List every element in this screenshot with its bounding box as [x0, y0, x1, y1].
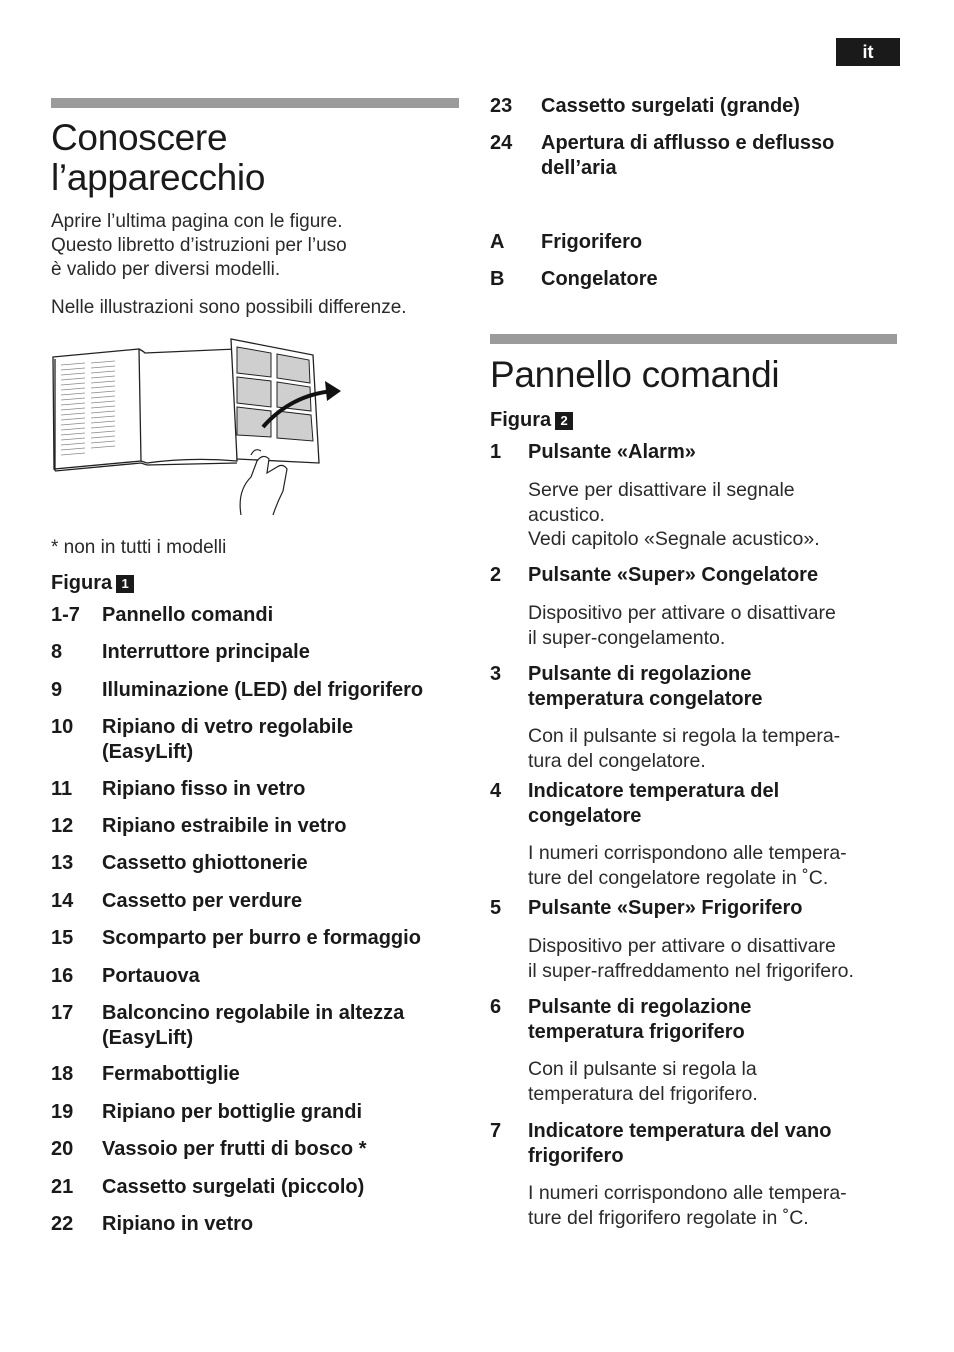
legend-item: [490, 131, 910, 181]
legend-item-label: Balconcino regolabile in altezza: [102, 1002, 405, 1024]
legend-item-label: Pulsante «Alarm»: [528, 441, 696, 463]
legend-item-number: 14: [51, 890, 74, 912]
legend-item: [51, 1001, 471, 1051]
legend-item: [490, 995, 910, 1045]
legend-item: [51, 1100, 471, 1125]
legend-item-number: 23: [490, 95, 513, 117]
control-description-line: temperatura del frigorifero.: [528, 1082, 758, 1105]
control-description: [528, 1057, 928, 1106]
legend-item-label: Pulsante «Super» Congelatore: [528, 564, 819, 586]
legend-item-label-cont: dell’aria: [541, 157, 617, 179]
intro-line: è valido per diversi modelli.: [51, 259, 281, 280]
legend-item-number: 18: [51, 1063, 74, 1085]
control-description: [528, 724, 928, 773]
footnote: * non in tutti i modelli: [51, 537, 227, 558]
legend-item-number: 6: [490, 996, 502, 1018]
legend-item-number: 15: [51, 927, 74, 949]
illustration-note: Nelle illustrazioni sono possibili differenze.: [51, 297, 407, 318]
legend-item-number: A: [490, 231, 505, 253]
legend-item-number: 7: [490, 1120, 502, 1142]
figure-number-badge: 2: [555, 412, 573, 430]
legend-item-label: Pulsante di regolazione: [528, 663, 752, 685]
legend-item-label: Illuminazione (LED) del frigorifero: [102, 679, 424, 701]
legend-item-label: Interruttore principale: [102, 641, 310, 663]
legend-item: [51, 603, 471, 628]
legend-item-label: Pulsante «Super» Frigorifero: [528, 897, 803, 919]
legend-item: [51, 1212, 471, 1237]
legend-item-number: 12: [51, 815, 74, 837]
legend-item-label: Cassetto ghiottonerie: [102, 852, 308, 874]
legend-item-label: Ripiano di vetro regolabile: [102, 716, 354, 738]
legend-item-number: 22: [51, 1213, 74, 1235]
legend-item-label: Cassetto surgelati (grande): [541, 95, 800, 117]
legend-item: [490, 1119, 910, 1169]
control-description: [528, 478, 928, 552]
control-description-line: Con il pulsante si regola la: [528, 1058, 757, 1080]
control-description: [528, 1181, 928, 1230]
legend-item-number: 1: [490, 441, 502, 463]
section-rule-left: [51, 98, 459, 108]
legend-item: [490, 563, 910, 588]
figure-number-badge: 1: [116, 575, 134, 593]
figure-label-1: [51, 572, 134, 595]
legend-item-number: 3: [490, 663, 502, 685]
legend-item-label: Cassetto surgelati (piccolo): [102, 1176, 365, 1198]
control-description-line: ture del congelatore regolate in ˚C.: [528, 866, 829, 889]
legend-item-label: Portauova: [102, 965, 200, 987]
legend-item-label: Indicatore temperatura del vano: [528, 1120, 832, 1142]
legend-item-label: Vassoio per frutti di bosco *: [102, 1138, 367, 1160]
control-description-line: ture del frigorifero regolate in ˚C.: [528, 1206, 809, 1229]
legend-item-label: Ripiano per bottiglie grandi: [102, 1101, 362, 1123]
control-description: [528, 601, 928, 650]
legend-item-number: 10: [51, 716, 74, 738]
legend-item-label: Frigorifero: [541, 231, 643, 253]
control-description-line: acustico.: [528, 503, 605, 526]
control-description-line: Serve per disattivare il segnale: [528, 479, 795, 501]
legend-item-label: Cassetto per verdure: [102, 890, 303, 912]
legend-item: [490, 896, 910, 921]
legend-item-number: 4: [490, 780, 502, 802]
legend-item-number: 13: [51, 852, 74, 874]
legend-item-number: 9: [51, 679, 63, 701]
legend-item-label: Indicatore temperatura del: [528, 780, 780, 802]
legend-item-label: Pannello comandi: [102, 604, 274, 626]
control-description: [528, 841, 928, 890]
figure-label-2: [490, 409, 573, 432]
legend-item-number: 20: [51, 1138, 74, 1160]
intro-paragraph: [51, 210, 459, 282]
legend-item-label-cont: congelatore: [528, 805, 642, 827]
legend-item: [490, 94, 910, 119]
control-description-line: tura del congelatore.: [528, 749, 706, 772]
legend-item-label: Fermabottiglie: [102, 1063, 240, 1085]
legend-item: [51, 1175, 471, 1200]
control-description-line: il super-congelamento.: [528, 626, 726, 649]
legend-item-number: 2: [490, 564, 502, 586]
legend-item: [51, 964, 471, 989]
legend-item: [490, 230, 910, 255]
legend-item-label: Scomparto per burro e formaggio: [102, 927, 421, 949]
legend-item: [490, 779, 910, 829]
legend-item: [51, 851, 471, 876]
legend-item-label: Apertura di afflusso e deflusso: [541, 132, 835, 154]
legend-item: [51, 678, 471, 703]
section-title-pannello: Pannello comandi: [490, 354, 780, 395]
title-line-1: Conoscere: [51, 117, 228, 158]
legend-item: [51, 715, 471, 765]
booklet-illustration: [51, 335, 346, 520]
legend-item-label-cont: (EasyLift): [102, 1027, 194, 1049]
legend-item-number: 5: [490, 897, 502, 919]
legend-item-number: 21: [51, 1176, 74, 1198]
section-rule-right: [490, 334, 897, 344]
legend-item: [51, 926, 471, 951]
control-description-line: I numeri corrispondono alle tempera-: [528, 842, 847, 864]
control-description: [528, 934, 928, 983]
figure-label-text: Figura: [490, 409, 552, 431]
legend-item-number: 16: [51, 965, 74, 987]
legend-item: [490, 440, 910, 465]
legend-item: [51, 889, 471, 914]
intro-line: Questo libretto d’istruzioni per l’uso: [51, 235, 347, 256]
legend-item-label-cont: frigorifero: [528, 1145, 624, 1167]
legend-item-label-cont: (EasyLift): [102, 741, 194, 763]
legend-item: [51, 1137, 471, 1162]
section-title-conoscere: [51, 118, 265, 198]
legend-item-label-cont: temperatura frigorifero: [528, 1021, 745, 1043]
legend-item: [51, 814, 471, 839]
legend-item-label: Ripiano in vetro: [102, 1213, 254, 1235]
control-description-line: Vedi capitolo «Segnale acustico».: [528, 528, 820, 550]
legend-item-number: 17: [51, 1002, 74, 1024]
title-line-2: l’apparecchio: [51, 157, 266, 198]
legend-item-label-cont: temperatura congelatore: [528, 688, 763, 710]
legend-item-number: 24: [490, 132, 513, 154]
legend-item-number: 19: [51, 1101, 74, 1123]
legend-item: [51, 777, 471, 802]
legend-item-number: B: [490, 268, 505, 290]
legend-item-number: 11: [51, 778, 73, 800]
legend-item: [490, 267, 910, 292]
language-tag: it: [836, 38, 900, 66]
legend-item-label: Pulsante di regolazione: [528, 996, 752, 1018]
control-description-line: il super-raffreddamento nel frigorifero.: [528, 959, 854, 982]
legend-item: [51, 640, 471, 665]
control-description-line: Dispositivo per attivare o disattivare: [528, 935, 836, 957]
legend-item-label: Ripiano estraibile in vetro: [102, 815, 347, 837]
legend-item-number: 1-7: [51, 604, 80, 626]
control-description-line: I numeri corrispondono alle tempera-: [528, 1182, 847, 1204]
legend-item-label: Congelatore: [541, 268, 658, 290]
legend-item: [490, 662, 910, 712]
control-description-line: Con il pulsante si regola la tempera-: [528, 725, 841, 747]
control-description-line: Dispositivo per attivare o disattivare: [528, 602, 836, 624]
legend-item: [51, 1062, 471, 1087]
legend-item-number: 8: [51, 641, 63, 663]
legend-item-label: Ripiano fisso in vetro: [102, 778, 306, 800]
intro-line: Aprire l’ultima pagina con le figure.: [51, 211, 343, 232]
figure-label-text: Figura: [51, 572, 113, 594]
